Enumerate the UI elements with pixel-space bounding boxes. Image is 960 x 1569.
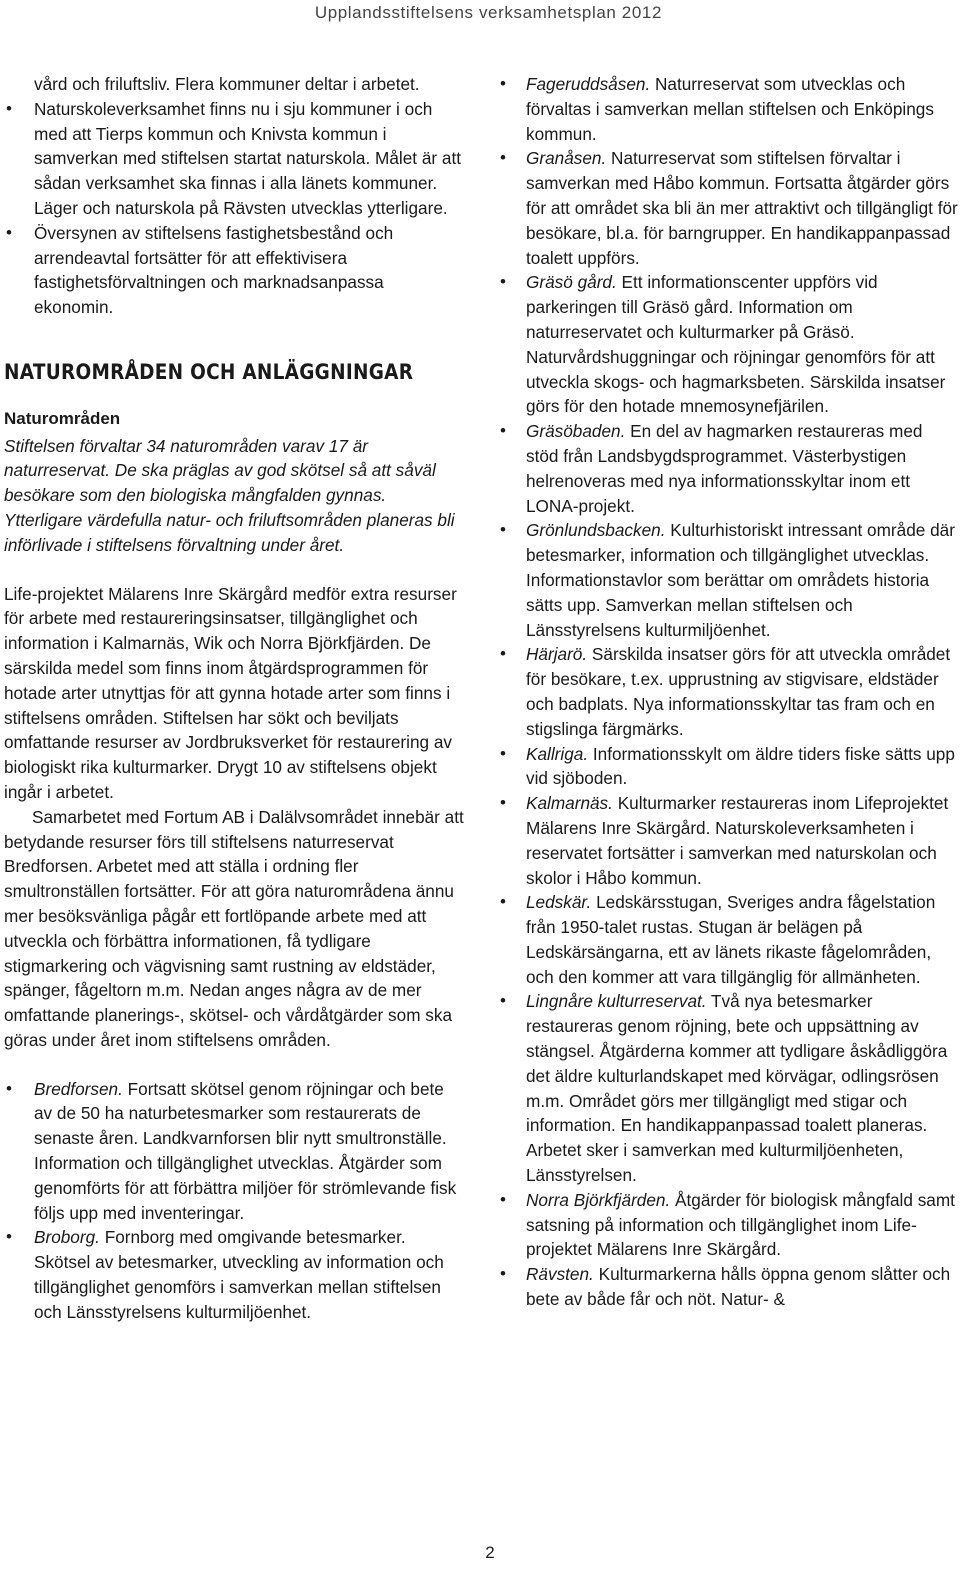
place-text: Kulturmarker restaureras inom Lifeprojektet Mälarens Inre Skärgård. Naturskoleverksamheten i reservatet fortsätter i samverkan med naturskolan och skolor i Håbo kommun.	[526, 793, 949, 888]
left-column	[4, 72, 466, 1325]
place-name: Lingnåre kulturreservat.	[526, 991, 707, 1012]
place-name: Fageruddsåsen.	[526, 74, 651, 94]
list-item	[498, 1188, 958, 1262]
place-text: En del av hagmarken restaureras med stöd från Landsbygdsprogrammet. Västerbystigen helrenoveras med nya informationsskyltar inom ett LONA-projekt.	[526, 421, 923, 516]
list-item	[498, 270, 958, 419]
list-item	[4, 1225, 466, 1324]
body-paragraph: Samarbetet med Fortum AB i Dalälvsområdet innebär att betydande resurser förs till stiftelsens naturreservat Bredforsen. Arbetet med att ställa i ordning fler smultronställen fortsätter. För att göra naturområdena ännu mer besöksvänliga pågår ett fortlöpande arbete med att utveckla och förbättra informationen, få tydligare stigmarkering och vägvisning samt rustning av eldstäder, spänger, fågeltorn m.m. Nedan anges några av de mer omfattande planerings-, skötsel- och vårdåtgärder som ska göras under året inom stiftelsens områden.	[4, 806, 464, 1050]
section-heading: NATUROMRÅDEN OCH ANLÄGGNINGAR	[4, 359, 414, 384]
list-item	[498, 791, 958, 890]
list-item	[498, 518, 958, 642]
place-name: Gräsöbaden.	[526, 421, 626, 442]
place-name: Broborg.	[34, 1227, 100, 1248]
continued-text: vård och friluftsliv. Flera kommuner deltar i arbetet.	[34, 74, 420, 94]
place-name: Kalmarnäs.	[526, 793, 613, 814]
place-text: Särskilda insatser görs för att utveckla området för besökare, t.ex. upprustning av stigvisare, eldstäder och badplats. Nya informationsskyltar tas fram och en stigslinga färgmärks.	[526, 644, 951, 739]
place-text: Informationsskylt om äldre tiders fiske sätts upp vid sjöboden.	[526, 743, 955, 789]
place-text: Fornborg med omgivande betesmarker. Skötsel av betesmarker, utveckling av information och tillgänglighet genomförs i samverkan mellan stiftelsen och Länsstyrelsens kulturmiljöenhet.	[34, 1227, 444, 1322]
place-text: Naturreservat som stiftelsen förvaltar i samverkan med Håbo kommun. Fortsatta åtgärder görs för att området ska bli än mer attraktivt och tillgängligt för besökare, bl.a. för barngrupper. En handikappanpassad toalett uppförs.	[526, 148, 958, 268]
place-name: Bredforsen.	[34, 1078, 123, 1099]
left-bullet-list	[4, 97, 466, 320]
list-item: • Översynen av stiftelsens fastighetsbestånd och arrendeavtal fortsätter för att effektivisera fastighetsförvaltningen och marknadsanpassa ekonomin.	[4, 221, 466, 320]
right-column	[498, 72, 958, 1312]
place-text: Kulturhistoriskt intressant område där betesmarker, information och tillgänglighet utvecklas. Informationstavlor som berättar om områdets historia sätts upp. Samverkan mellan stiftelsen och Länsstyrelsens kulturmiljöenhet.	[526, 520, 955, 640]
list-item	[498, 419, 958, 518]
places-list-left	[4, 1077, 466, 1325]
place-text: Kulturmarkerna hålls öppna genom slåtter och bete av både får och nöt. Natur- &	[526, 1264, 951, 1310]
place-name: Gräsö gård.	[526, 272, 617, 293]
place-name: Grönlundsbacken.	[526, 520, 666, 541]
place-name: Härjarö.	[526, 644, 588, 665]
list-item	[498, 1262, 958, 1312]
place-name: Ledskär.	[526, 892, 592, 913]
place-text: Åtgärder för biologisk mångfald samt satsning på information och tillgänglighet inom Life-projektet Mälarens Inre Skärgård.	[526, 1189, 955, 1260]
subheading: Naturområden	[4, 408, 121, 428]
place-text: Två nya betesmarker restaureras genom röjning, bete och uppsättning av stängsel. Åtgärderna kommer att tydligare åskådliggöra det äldre kulturlandskapet med körvägar, odlingsrösen m.m. Området görs mer tillgängligt med stigar och information. En handikappanpassad toalett planeras. Arbetet sker i samverkan med kulturmiljöenheten, Länsstyrelsen.	[526, 991, 948, 1186]
list-item: • Naturskoleverksamhet finns nu i sju kommuner i och med att Tierps kommun och Knivsta kommun i samverkan med stiftelsen startat naturskola. Målet är att sådan verksamhet ska finnas i alla länets kommuner. Läger och naturskola på Rävsten utvecklas ytterligare.	[4, 97, 466, 221]
page-number: 2	[485, 1543, 495, 1562]
place-text: Fortsatt skötsel genom röjningar och bete av de 50 ha naturbetesmarker som restaurerats de senaste åren. Landkvarnforsen blir nytt smultronställe. Information och tillgänglighet utvecklas. Åtgärder som genomförts för att förbättra miljöer för strömlevande fisk följs upp med inventeringar.	[34, 1078, 457, 1223]
list-item	[498, 72, 958, 146]
places-list-right	[498, 72, 958, 1312]
place-name: Kallriga.	[526, 743, 589, 764]
lead-paragraph: Stiftelsen förvaltar 34 naturområden varav 17 är naturreservat. De ska präglas av god skötsel så att såväl besökare som den biologiska mångfalden gynnas. Ytterligare värdefulla natur- och friluftsområden planeras bli införlivade i stiftelsens förvaltning under året.	[4, 435, 455, 555]
place-text: Ett informationscenter uppförs vid parkeringen till Gräsö gård. Information om naturreservatet och kulturmarker på Gräsö. Naturvårdshuggningar och röjningar genomförs för att utveckla skogs- och hagmarksbeten. Särskilda insatser görs för den hotade mnemosynefjärilen.	[526, 272, 946, 417]
list-item	[498, 989, 958, 1187]
place-text: Naturreservat som utvecklas och förvaltas i samverkan mellan stiftelsen och Enköpings kommun.	[526, 74, 934, 144]
list-item	[4, 1077, 466, 1226]
place-name: Norra Björkfjärden.	[526, 1189, 671, 1210]
body-paragraph: Life-projektet Mälarens Inre Skärgård medför extra resurser för arbete med restaureringsinsatser, tillgänglighet och information i Kalmarnäs, Wik och Norra Björkfjärden. De särskilda medel som finns inom åtgärdsprogrammen för hotade arter utnyttjas för att gynna hotade arter som finns i stiftelsens områden. Stiftelsen har sökt och beviljats omfattande resurser av Jordbruksverket för restaurering av biologiskt rika kulturmarker. Drygt 10 av stiftelsens objekt ingår i arbetet.	[4, 583, 457, 802]
list-item	[498, 742, 958, 792]
place-name: Rävsten.	[526, 1264, 594, 1285]
place-text: Ledskärsstugan, Sveriges andra fågelstation från 1950-talet rustas. Stugan är belägen på Ledskärsängarna, ett av länets rikaste fågelområden, och den kommer att vara tillgänglig för allmänheten.	[526, 892, 936, 987]
list-item	[498, 146, 958, 270]
list-item	[498, 890, 958, 989]
place-name: Granåsen.	[526, 148, 607, 169]
running-header: Upplandsstiftelsens verksamhetsplan 2012	[314, 3, 662, 22]
list-item	[498, 642, 958, 741]
